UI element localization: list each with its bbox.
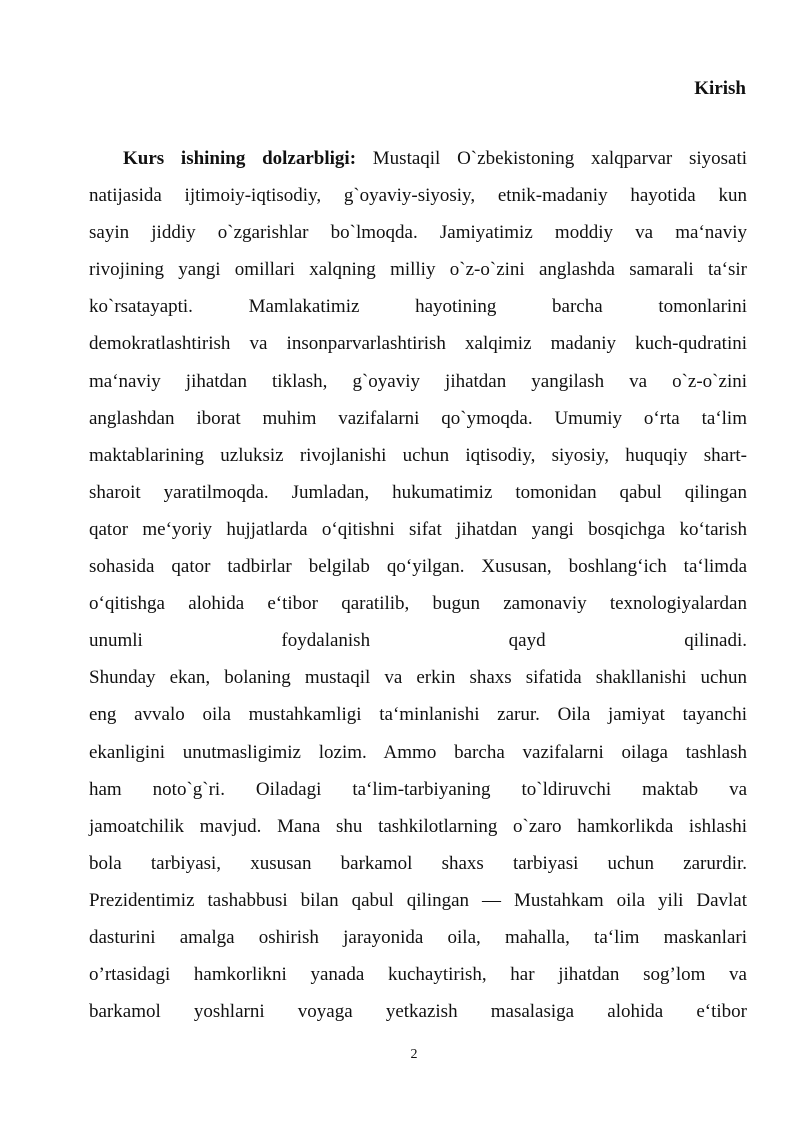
lead-phrase: Kurs ishining dolzarbligi: [123, 148, 357, 169]
text-line: demokratlashtirish va insonparvarlashtirish xalqimiz madaniy kuch-qudratini [89, 333, 747, 355]
section-heading: Kirish [694, 78, 746, 99]
text-line: jamoatchilik mavjud. Mana shu tashkilotlarning o`zaro hamkorlikda ishlashi [89, 815, 747, 837]
text-line: bola tarbiyasi, xususan barkamol shaxs tarbiyasi uchun zarurdir. [89, 852, 747, 874]
text-line: barkamol yoshlarni voyaga yetkazish masalasiga alohida e‘tibor [89, 1001, 747, 1023]
text-line: o‘qitishga alohida e‘tibor qaratilib, bugun zamonaviy texnologiyalardan [89, 593, 747, 615]
text-line: maktablarining uzluksiz rivojlanishi uchun iqtisodiy, siyosiy, huquqiy shart- [89, 444, 747, 466]
text-line: sohasida qator tadbirlar belgilab qo‘yilgan. Xususan, boshlang‘ich ta‘limda [89, 556, 747, 578]
text-line: o’rtasidagi hamkorlikni yanada kuchaytirish, har jihatdan sog’lom va [89, 964, 747, 986]
text-line: Prezidentimiz tashabbusi bilan qabul qilingan — Mustahkam oila yili Davlat [89, 889, 747, 911]
text-line: sayin jiddiy o`zgarishlar bo`lmoqda. Jamiyatimiz moddiy va ma‘naviy [89, 222, 747, 244]
text-line: natijasida ijtimoiy-iqtisodiy, g`oyaviy-siyosiy, etnik-madaniy hayotida kun [89, 185, 747, 207]
text-line: Shunday ekan, bolaning mustaqil va erkin shaxs sifatida shakllanishi uchun [89, 667, 747, 689]
text-line: sharoit yaratilmoqda. Jumladan, hukumatimiz tomonidan qabul qilingan [89, 481, 747, 503]
text-line: ekanligini unutmasligimiz lozim. Ammo barcha vazifalarni oilaga tashlash [89, 741, 747, 763]
text-line: ma‘naviy jihatdan tiklash, g`oyaviy jihatdan yangilash va o`z-o`zini [89, 370, 747, 392]
text-line: anglashdan iborat muhim vazifalarni qo`ymoqda. Umumiy o‘rta ta‘lim [89, 407, 747, 429]
text-line: qator me‘yoriy hujjatlarda o‘qitishni sifat jihatdan yangi bosqichga ko‘tarish [89, 518, 747, 540]
text-line: eng avvalo oila mustahkamligi ta‘minlanishi zarur. Oila jamiyat tayanchi [89, 704, 747, 726]
text-line: ko`rsatayapti. Mamlakatimiz hayotining barcha tomonlarini [89, 296, 747, 318]
page-number: 2 [410, 1047, 418, 1062]
text-line: ham noto`g`ri. Oiladagi ta‘lim-tarbiyaning to`ldiruvchi maktab va [89, 778, 747, 800]
text-line: dasturini amalga oshirish jarayonida oila, mahalla, ta‘lim maskanlari [89, 926, 747, 948]
body-paragraph [89, 140, 747, 1030]
text-line: unumli foydalanish qayd qilinadi. [89, 630, 747, 652]
text-line: rivojining yangi omillari xalqning milliy o`z-o`zini anglashda samarali ta‘sir [89, 259, 747, 281]
text-line: Kurs ishining dolzarbligi: Mustaqil O`zbekistoning xalqparvar siyosati [123, 148, 748, 169]
